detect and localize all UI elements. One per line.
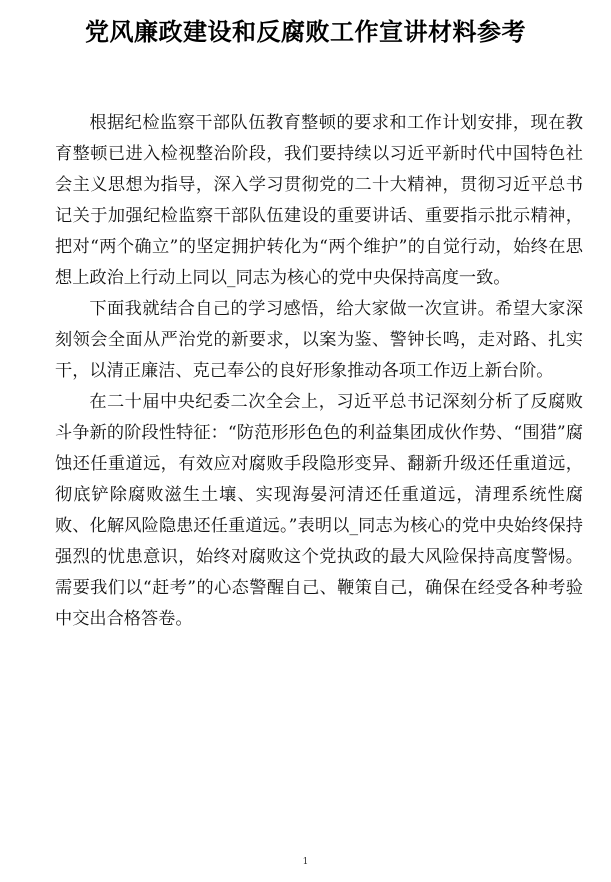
- paragraph-2: 下面我就结合自己的学习感悟，给大家做一次宣讲。希望大家深刻领会全面从严治党的新要求，以案为鉴、警钟长鸣，走对路、扎实干，以清正廉洁、克己奉公的良好形象推动各项工作迈上新台阶。: [55, 299, 583, 381]
- document-body: [55, 108, 583, 635]
- paragraph-1: 根据纪检监察干部队伍教育整顿的要求和工作计划安排，现在教育整顿已进入检视整治阶段，我们要持续以习近平新时代中国特色社会主义思想为指导，深入学习贯彻党的二十大精神，贯彻习近平总书记关于加强纪检监察干部队伍建设的重要讲话、重要指示批示精神，把对“两个确立”的坚定拥护转化为“两个维护”的自觉行动，始终在思想上政治上行动上同以_同志为核心的党中央保持高度一致。: [55, 113, 583, 288]
- page-number: 1: [302, 857, 309, 867]
- paragraph-3: 在二十届中央纪委二次全会上，习近平总书记深刻分析了反腐败斗争新的阶段性特征：“防范形形色色的利益集团成伙作势、“围猎”腐蚀还任重道远，有效应对腐败手段隐形变异、翻新升级还任重道远，彻底铲除腐败滋生土壤、实现海晏河清还任重道远，清理系统性腐败、化解风险隐患还任重道远。”表明以_同志为核心的党中央始终保持强烈的忧患意识，始终对腐败这个党执政的最大风险保持高度警惕。需要我们以“赶考”的心态警醒自己、鞭策自己，确保在经受各种考验中交出合格答卷。: [55, 392, 583, 629]
- document-title: 党风廉政建设和反腐败工作宣讲材料参考: [85, 18, 526, 46]
